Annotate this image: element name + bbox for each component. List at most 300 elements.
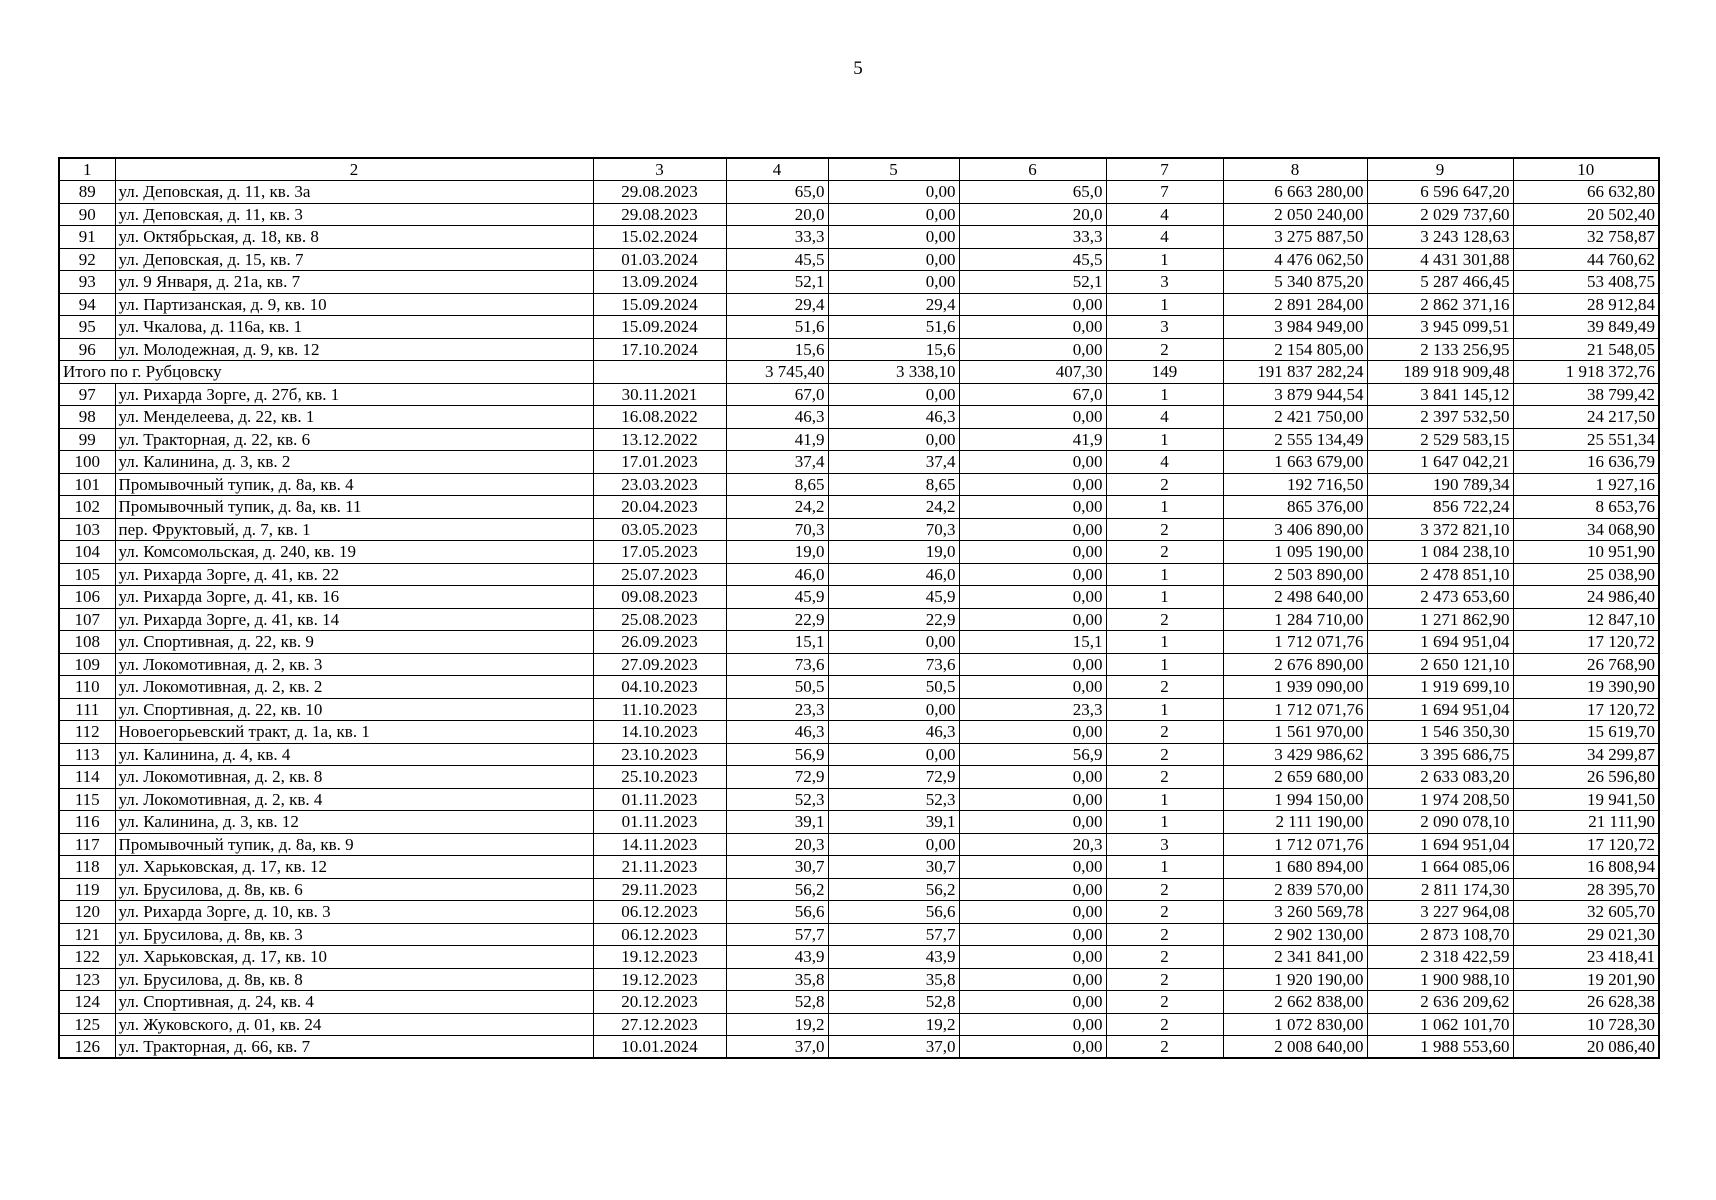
row-number-cell: 123: [59, 968, 115, 991]
date-cell: 27.09.2023: [593, 653, 726, 676]
date-cell: 27.12.2023: [593, 1013, 726, 1036]
amount-col9-cell: 1 694 951,04: [1367, 698, 1513, 721]
area-col5-cell: 52,8: [828, 991, 959, 1014]
column-header: 8: [1223, 158, 1367, 181]
date-cell: 10.01.2024: [593, 1036, 726, 1059]
table-row: [59, 586, 1659, 609]
amount-col10-cell: 16 808,94: [1513, 856, 1659, 879]
table-row: [59, 833, 1659, 856]
area-col5-cell: 73,6: [828, 653, 959, 676]
area-col5-cell: 29,4: [828, 293, 959, 316]
persons-count-cell: 3: [1106, 271, 1223, 294]
amount-col9-cell: 3 372 821,10: [1367, 518, 1513, 541]
amount-col10-cell: 8 653,76: [1513, 496, 1659, 519]
total-area-cell: 52,8: [726, 991, 828, 1014]
address-cell: ул. Жуковского, д. 01, кв. 24: [115, 1013, 593, 1036]
date-cell: 13.12.2022: [593, 428, 726, 451]
persons-count-cell: 1: [1106, 856, 1223, 879]
area-col5-cell: 0,00: [828, 203, 959, 226]
date-cell: 01.03.2024: [593, 248, 726, 271]
amount-col10-cell: 38 799,42: [1513, 383, 1659, 406]
total-area-cell: 29,4: [726, 293, 828, 316]
area-col5-cell: 24,2: [828, 496, 959, 519]
address-cell: ул. Калинина, д. 4, кв. 4: [115, 743, 593, 766]
amount-col9-cell: 2 633 083,20: [1367, 766, 1513, 789]
table-row: [59, 968, 1659, 991]
amount-col10-cell: 20 086,40: [1513, 1036, 1659, 1059]
address-cell: ул. Рихарда Зорге, д. 10, кв. 3: [115, 901, 593, 924]
persons-count-cell: 4: [1106, 226, 1223, 249]
amount-col8-cell: 2 154 805,00: [1223, 338, 1367, 361]
date-cell: 20.12.2023: [593, 991, 726, 1014]
amount-col8-cell: 1 095 190,00: [1223, 541, 1367, 564]
area-col6-cell: 0,00: [959, 721, 1106, 744]
table-row: [59, 473, 1659, 496]
row-number-cell: 104: [59, 541, 115, 564]
total-area-cell: 37,0: [726, 1036, 828, 1059]
persons-count-cell: 2: [1106, 743, 1223, 766]
persons-count-cell: 2: [1106, 923, 1223, 946]
column-header: 7: [1106, 158, 1223, 181]
table-row: [59, 608, 1659, 631]
table-row: [59, 766, 1659, 789]
area-col6-cell: 0,00: [959, 856, 1106, 879]
address-cell: Новоегорьевский тракт, д. 1а, кв. 1: [115, 721, 593, 744]
total-area-cell: 20,3: [726, 833, 828, 856]
column-header: 10: [1513, 158, 1659, 181]
amount-col9-cell: 856 722,24: [1367, 496, 1513, 519]
row-number-cell: 117: [59, 833, 115, 856]
amount-col10-cell: 19 201,90: [1513, 968, 1659, 991]
amount-col10-cell: 26 628,38: [1513, 991, 1659, 1014]
area-col6-cell: 20,3: [959, 833, 1106, 856]
total-c8-cell: 191 837 282,24: [1223, 361, 1367, 384]
amount-col9-cell: 1 900 988,10: [1367, 968, 1513, 991]
row-number-cell: 108: [59, 631, 115, 654]
persons-count-cell: 4: [1106, 406, 1223, 429]
amount-col8-cell: 2 555 134,49: [1223, 428, 1367, 451]
amount-col10-cell: 16 636,79: [1513, 451, 1659, 474]
area-col6-cell: 0,00: [959, 811, 1106, 834]
area-col6-cell: 0,00: [959, 766, 1106, 789]
address-cell: ул. Локомотивная, д. 2, кв. 3: [115, 653, 593, 676]
row-number-cell: 89: [59, 181, 115, 204]
row-number-cell: 109: [59, 653, 115, 676]
date-cell: 23.03.2023: [593, 473, 726, 496]
area-col6-cell: 0,00: [959, 1013, 1106, 1036]
amount-col10-cell: 17 120,72: [1513, 698, 1659, 721]
row-number-cell: 111: [59, 698, 115, 721]
area-col6-cell: 0,00: [959, 338, 1106, 361]
area-col5-cell: 0,00: [828, 833, 959, 856]
amount-col8-cell: 2 503 890,00: [1223, 563, 1367, 586]
address-cell: Промывочный тупик, д. 8а, кв. 4: [115, 473, 593, 496]
total-area-cell: 73,6: [726, 653, 828, 676]
amount-col8-cell: 3 260 569,78: [1223, 901, 1367, 924]
area-col6-cell: 20,0: [959, 203, 1106, 226]
total-c7-cell: 149: [1106, 361, 1223, 384]
address-cell: ул. Деповская, д. 11, кв. 3: [115, 203, 593, 226]
page-number: 5: [853, 58, 863, 79]
area-col6-cell: 0,00: [959, 1036, 1106, 1059]
column-header: 3: [593, 158, 726, 181]
address-cell: ул. Рихарда Зорге, д. 41, кв. 14: [115, 608, 593, 631]
amount-col8-cell: 1 994 150,00: [1223, 788, 1367, 811]
persons-count-cell: 2: [1106, 878, 1223, 901]
amount-col8-cell: 5 340 875,20: [1223, 271, 1367, 294]
area-col5-cell: 45,9: [828, 586, 959, 609]
amount-col8-cell: 6 663 280,00: [1223, 181, 1367, 204]
total-label: Итого по г. Рубцовску: [59, 361, 593, 384]
address-cell: ул. Локомотивная, д. 2, кв. 8: [115, 766, 593, 789]
amount-col8-cell: 1 712 071,76: [1223, 833, 1367, 856]
total-c10-cell: 1 918 372,76: [1513, 361, 1659, 384]
total-area-cell: 8,65: [726, 473, 828, 496]
date-cell: 04.10.2023: [593, 676, 726, 699]
area-col6-cell: 0,00: [959, 451, 1106, 474]
total-area-cell: 35,8: [726, 968, 828, 991]
total-area-cell: 65,0: [726, 181, 828, 204]
row-number-cell: 98: [59, 406, 115, 429]
amount-col10-cell: 10 951,90: [1513, 541, 1659, 564]
amount-col10-cell: 26 596,80: [1513, 766, 1659, 789]
amount-col9-cell: 1 084 238,10: [1367, 541, 1513, 564]
row-number-cell: 119: [59, 878, 115, 901]
row-number-cell: 100: [59, 451, 115, 474]
address-cell: ул. Рихарда Зорге, д. 27б, кв. 1: [115, 383, 593, 406]
area-col6-cell: 23,3: [959, 698, 1106, 721]
area-col5-cell: 0,00: [828, 631, 959, 654]
total-area-cell: 50,5: [726, 676, 828, 699]
amount-col9-cell: 3 841 145,12: [1367, 383, 1513, 406]
date-cell: 09.08.2023: [593, 586, 726, 609]
persons-count-cell: 2: [1106, 721, 1223, 744]
total-area-cell: 23,3: [726, 698, 828, 721]
total-area-cell: 57,7: [726, 923, 828, 946]
total-area-cell: 43,9: [726, 946, 828, 969]
persons-count-cell: 1: [1106, 248, 1223, 271]
amount-col10-cell: 39 849,49: [1513, 316, 1659, 339]
total-c5-cell: 3 338,10: [828, 361, 959, 384]
table-row: [59, 563, 1659, 586]
area-col6-cell: 0,00: [959, 653, 1106, 676]
amount-col9-cell: 1 664 085,06: [1367, 856, 1513, 879]
total-area-cell: 15,6: [726, 338, 828, 361]
amount-col9-cell: 2 650 121,10: [1367, 653, 1513, 676]
amount-col10-cell: 24 217,50: [1513, 406, 1659, 429]
area-col6-cell: 52,1: [959, 271, 1106, 294]
date-cell: 29.08.2023: [593, 203, 726, 226]
area-col6-cell: 0,00: [959, 968, 1106, 991]
area-col6-cell: 45,5: [959, 248, 1106, 271]
area-col5-cell: 46,3: [828, 406, 959, 429]
total-area-cell: 72,9: [726, 766, 828, 789]
amount-col8-cell: 1 712 071,76: [1223, 698, 1367, 721]
amount-col9-cell: 1 271 862,90: [1367, 608, 1513, 631]
area-col5-cell: 19,2: [828, 1013, 959, 1036]
row-number-cell: 96: [59, 338, 115, 361]
total-c6-cell: 407,30: [959, 361, 1106, 384]
amount-col8-cell: 1 284 710,00: [1223, 608, 1367, 631]
row-number-cell: 94: [59, 293, 115, 316]
row-number-cell: 124: [59, 991, 115, 1014]
table-row: [59, 946, 1659, 969]
address-cell: ул. Брусилова, д. 8в, кв. 6: [115, 878, 593, 901]
date-cell: 15.09.2024: [593, 293, 726, 316]
area-col5-cell: 0,00: [828, 248, 959, 271]
area-col5-cell: 57,7: [828, 923, 959, 946]
area-col5-cell: 0,00: [828, 383, 959, 406]
amount-col10-cell: 25 038,90: [1513, 563, 1659, 586]
persons-count-cell: 4: [1106, 451, 1223, 474]
amount-col8-cell: 2 111 190,00: [1223, 811, 1367, 834]
amount-col9-cell: 4 431 301,88: [1367, 248, 1513, 271]
table-row: [59, 698, 1659, 721]
row-number-cell: 101: [59, 473, 115, 496]
amount-col10-cell: 15 619,70: [1513, 721, 1659, 744]
address-cell: ул. Харьковская, д. 17, кв. 12: [115, 856, 593, 879]
total-area-cell: 19,2: [726, 1013, 828, 1036]
table-row: [59, 788, 1659, 811]
address-cell: ул. 9 Января, д. 21а, кв. 7: [115, 271, 593, 294]
table-row: [59, 316, 1659, 339]
address-cell: ул. Спортивная, д. 22, кв. 10: [115, 698, 593, 721]
amount-col10-cell: 66 632,80: [1513, 181, 1659, 204]
amount-col8-cell: 2 498 640,00: [1223, 586, 1367, 609]
persons-count-cell: 3: [1106, 833, 1223, 856]
persons-count-cell: 2: [1106, 473, 1223, 496]
date-cell: 25.08.2023: [593, 608, 726, 631]
column-header: 5: [828, 158, 959, 181]
amount-col8-cell: 3 275 887,50: [1223, 226, 1367, 249]
area-col6-cell: 0,00: [959, 991, 1106, 1014]
amount-col8-cell: 2 341 841,00: [1223, 946, 1367, 969]
amount-col10-cell: 19 390,90: [1513, 676, 1659, 699]
area-col5-cell: 37,0: [828, 1036, 959, 1059]
total-area-cell: 41,9: [726, 428, 828, 451]
amount-col10-cell: 26 768,90: [1513, 653, 1659, 676]
area-col6-cell: 0,00: [959, 473, 1106, 496]
row-number-cell: 107: [59, 608, 115, 631]
area-col5-cell: 43,9: [828, 946, 959, 969]
address-cell: ул. Партизанская, д. 9, кв. 10: [115, 293, 593, 316]
amount-col10-cell: 28 912,84: [1513, 293, 1659, 316]
total-area-cell: 37,4: [726, 451, 828, 474]
row-number-cell: 114: [59, 766, 115, 789]
area-col6-cell: 41,9: [959, 428, 1106, 451]
amount-col8-cell: 1 712 071,76: [1223, 631, 1367, 654]
area-col5-cell: 46,0: [828, 563, 959, 586]
total-area-cell: 56,9: [726, 743, 828, 766]
date-cell: 01.11.2023: [593, 811, 726, 834]
total-c3-cell: [593, 361, 726, 384]
area-col5-cell: 52,3: [828, 788, 959, 811]
amount-col9-cell: 2 318 422,59: [1367, 946, 1513, 969]
total-area-cell: 56,2: [726, 878, 828, 901]
address-cell: Промывочный тупик, д. 8а, кв. 11: [115, 496, 593, 519]
amount-col9-cell: 1 919 699,10: [1367, 676, 1513, 699]
area-col5-cell: 0,00: [828, 743, 959, 766]
area-col6-cell: 15,1: [959, 631, 1106, 654]
persons-count-cell: 1: [1106, 586, 1223, 609]
amount-col10-cell: 23 418,41: [1513, 946, 1659, 969]
table-row: [59, 1036, 1659, 1059]
amount-col10-cell: 10 728,30: [1513, 1013, 1659, 1036]
date-cell: 17.10.2024: [593, 338, 726, 361]
amount-col10-cell: 32 605,70: [1513, 901, 1659, 924]
amount-col8-cell: 4 476 062,50: [1223, 248, 1367, 271]
table-row: [59, 1013, 1659, 1036]
area-col6-cell: 0,00: [959, 496, 1106, 519]
address-cell: ул. Молодежная, д. 9, кв. 12: [115, 338, 593, 361]
amount-col9-cell: 1 546 350,30: [1367, 721, 1513, 744]
area-col6-cell: 0,00: [959, 293, 1106, 316]
amount-col8-cell: 2 676 890,00: [1223, 653, 1367, 676]
amount-col8-cell: 192 716,50: [1223, 473, 1367, 496]
persons-count-cell: 1: [1106, 653, 1223, 676]
table-row: [59, 451, 1659, 474]
amount-col10-cell: 17 120,72: [1513, 631, 1659, 654]
row-number-cell: 120: [59, 901, 115, 924]
total-area-cell: 39,1: [726, 811, 828, 834]
amount-col8-cell: 1 680 894,00: [1223, 856, 1367, 879]
total-area-cell: 15,1: [726, 631, 828, 654]
amount-col10-cell: 25 551,34: [1513, 428, 1659, 451]
row-number-cell: 122: [59, 946, 115, 969]
row-number-cell: 99: [59, 428, 115, 451]
row-number-cell: 102: [59, 496, 115, 519]
amount-col8-cell: 2 659 680,00: [1223, 766, 1367, 789]
amount-col9-cell: 1 062 101,70: [1367, 1013, 1513, 1036]
area-col6-cell: 0,00: [959, 946, 1106, 969]
table-row: [59, 248, 1659, 271]
total-area-cell: 46,0: [726, 563, 828, 586]
total-area-cell: 45,9: [726, 586, 828, 609]
area-col5-cell: 50,5: [828, 676, 959, 699]
total-area-cell: 20,0: [726, 203, 828, 226]
amount-col9-cell: 2 133 256,95: [1367, 338, 1513, 361]
amount-col10-cell: 19 941,50: [1513, 788, 1659, 811]
amount-col9-cell: 1 974 208,50: [1367, 788, 1513, 811]
area-col5-cell: 56,2: [828, 878, 959, 901]
persons-count-cell: 1: [1106, 496, 1223, 519]
area-col6-cell: 0,00: [959, 563, 1106, 586]
area-col5-cell: 51,6: [828, 316, 959, 339]
date-cell: 20.04.2023: [593, 496, 726, 519]
total-area-cell: 46,3: [726, 721, 828, 744]
area-col6-cell: 0,00: [959, 541, 1106, 564]
date-cell: 06.12.2023: [593, 923, 726, 946]
date-cell: 11.10.2023: [593, 698, 726, 721]
area-col6-cell: 0,00: [959, 878, 1106, 901]
address-cell: ул. Локомотивная, д. 2, кв. 2: [115, 676, 593, 699]
total-area-cell: 33,3: [726, 226, 828, 249]
table-row: [59, 811, 1659, 834]
table-row: [59, 226, 1659, 249]
date-cell: 13.09.2024: [593, 271, 726, 294]
amount-col9-cell: 2 478 851,10: [1367, 563, 1513, 586]
amount-col8-cell: 2 839 570,00: [1223, 878, 1367, 901]
row-number-cell: 116: [59, 811, 115, 834]
address-cell: ул. Калинина, д. 3, кв. 2: [115, 451, 593, 474]
housing-register-table: [58, 157, 1660, 1059]
persons-count-cell: 2: [1106, 1036, 1223, 1059]
area-col5-cell: 35,8: [828, 968, 959, 991]
area-col5-cell: 37,4: [828, 451, 959, 474]
area-col6-cell: 67,0: [959, 383, 1106, 406]
table-row: [59, 428, 1659, 451]
area-col6-cell: 0,00: [959, 608, 1106, 631]
date-cell: 16.08.2022: [593, 406, 726, 429]
total-area-cell: 45,5: [726, 248, 828, 271]
row-number-cell: 105: [59, 563, 115, 586]
date-cell: 19.12.2023: [593, 968, 726, 991]
table-row: [59, 271, 1659, 294]
persons-count-cell: 1: [1106, 383, 1223, 406]
persons-count-cell: 4: [1106, 203, 1223, 226]
total-area-cell: 22,9: [726, 608, 828, 631]
table-row: [59, 293, 1659, 316]
table-row: [59, 383, 1659, 406]
amount-col9-cell: 1 647 042,21: [1367, 451, 1513, 474]
area-col5-cell: 19,0: [828, 541, 959, 564]
amount-col10-cell: 21 111,90: [1513, 811, 1659, 834]
amount-col8-cell: 1 072 830,00: [1223, 1013, 1367, 1036]
address-cell: ул. Рихарда Зорге, д. 41, кв. 16: [115, 586, 593, 609]
area-col5-cell: 72,9: [828, 766, 959, 789]
amount-col9-cell: 2 397 532,50: [1367, 406, 1513, 429]
row-number-cell: 93: [59, 271, 115, 294]
table-row: [59, 743, 1659, 766]
amount-col10-cell: 44 760,62: [1513, 248, 1659, 271]
amount-col8-cell: 1 920 190,00: [1223, 968, 1367, 991]
column-header: 4: [726, 158, 828, 181]
row-number-cell: 112: [59, 721, 115, 744]
area-col5-cell: 0,00: [828, 181, 959, 204]
table-row: [59, 631, 1659, 654]
area-col5-cell: 22,9: [828, 608, 959, 631]
persons-count-cell: 2: [1106, 946, 1223, 969]
table-row: [59, 923, 1659, 946]
amount-col9-cell: 3 395 686,75: [1367, 743, 1513, 766]
persons-count-cell: 2: [1106, 968, 1223, 991]
amount-col8-cell: 2 902 130,00: [1223, 923, 1367, 946]
amount-col9-cell: 2 473 653,60: [1367, 586, 1513, 609]
date-cell: 15.09.2024: [593, 316, 726, 339]
row-number-cell: 121: [59, 923, 115, 946]
persons-count-cell: 2: [1106, 1013, 1223, 1036]
amount-col10-cell: 17 120,72: [1513, 833, 1659, 856]
area-col6-cell: 0,00: [959, 586, 1106, 609]
address-cell: ул. Чкалова, д. 116а, кв. 1: [115, 316, 593, 339]
amount-col8-cell: 1 939 090,00: [1223, 676, 1367, 699]
amount-col9-cell: 1 988 553,60: [1367, 1036, 1513, 1059]
address-cell: ул. Тракторная, д. 22, кв. 6: [115, 428, 593, 451]
total-c9-cell: 189 918 909,48: [1367, 361, 1513, 384]
column-number-header-row: [59, 158, 1659, 181]
date-cell: 29.11.2023: [593, 878, 726, 901]
column-header: 9: [1367, 158, 1513, 181]
amount-col10-cell: 28 395,70: [1513, 878, 1659, 901]
total-area-cell: 24,2: [726, 496, 828, 519]
date-cell: 06.12.2023: [593, 901, 726, 924]
amount-col9-cell: 6 596 647,20: [1367, 181, 1513, 204]
amount-col8-cell: 2 662 838,00: [1223, 991, 1367, 1014]
row-number-cell: 113: [59, 743, 115, 766]
persons-count-cell: 2: [1106, 338, 1223, 361]
column-header: 1: [59, 158, 115, 181]
address-cell: ул. Спортивная, д. 22, кв. 9: [115, 631, 593, 654]
